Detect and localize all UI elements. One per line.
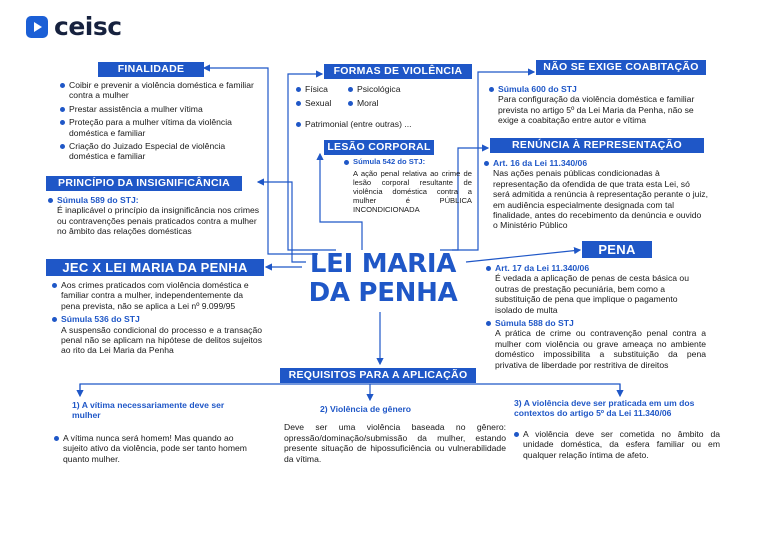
pena-ref-1: Art. 17 da Lei 11.340/06 <box>495 263 590 273</box>
requisito-1-block <box>54 400 254 467</box>
pena-text-2: A prática de crime ou contravenção penal contra a mulher com violência ou grave ameaça no ambiente doméstico impossibilita a substituição da pena privativa de liberdade por restritiva de direitos <box>495 328 706 370</box>
renuncia-block <box>484 158 708 231</box>
brand-name: ceisc <box>54 12 122 41</box>
coabitacao-text: Para configuração da violência doméstica e familiar prevista no artigo 5º da Lei Maria da Penha, não se exige a coabitação entre autor e vítima <box>498 94 695 126</box>
play-icon <box>26 16 48 38</box>
formas-header: FORMAS DE VIOLÊNCIA <box>324 64 472 79</box>
lesao-text: A ação penal relativa ao crime de lesão corporal resultante de violência doméstica contra a mulher é PÚBLICA INCONDICIONADA <box>353 169 472 214</box>
requisitos-header: REQUISITOS PARA A APLICAÇÃO <box>280 368 476 383</box>
formas-item: Psicológica <box>348 84 458 94</box>
formas-block <box>296 84 476 132</box>
requisito-3-block <box>514 398 722 463</box>
insignificancia-text: É inaplicável o princípio da insignificância nos crimes ou contravenções penais praticados contra a mulher no âmbito das relações domésticas <box>57 205 260 237</box>
requisito-3-text: A violência deve ser cometida no âmbito da unidade doméstica, da esfera familiar ou em qualquer relação íntima de afeto. <box>514 429 722 460</box>
finalidade-header: FINALIDADE <box>98 62 204 77</box>
requisito-1-text: A vítima nunca será homem! Mas quando ao sujeito ativo da violência, pode ser tanto homem quanto mulher. <box>54 433 254 464</box>
pena-ref-2: Súmula 588 do STJ <box>495 318 574 329</box>
requisito-3-title: 3) A violência deve ser praticada em um dos contextos do artigo 5º da Lei 11.340/06 <box>514 398 695 419</box>
finalidade-item: Criação do Juizado Especial de violência doméstica e familiar <box>60 141 264 162</box>
jec-block <box>52 280 262 356</box>
jec-header: JEC X LEI MARIA DA PENHA <box>46 259 264 276</box>
formas-item: Física <box>296 84 348 94</box>
coabitacao-block <box>489 84 701 126</box>
renuncia-ref: Art. 16 da Lei 11.340/06 <box>493 158 588 168</box>
jec-ref: Súmula 536 do STJ <box>61 314 140 325</box>
requisito-2-block <box>284 404 506 464</box>
formas-item: Patrimonial (entre outras) ... <box>296 119 458 129</box>
finalidade-block <box>60 80 264 165</box>
finalidade-item: Coibir e prevenir a violência doméstica e familiar contra a mulher <box>60 80 264 101</box>
renuncia-header: RENÚNCIA À REPRESENTAÇÃO <box>490 138 704 153</box>
brand-logo[interactable] <box>26 14 122 39</box>
title-line-1: LEI MARIA <box>309 249 457 279</box>
connector-pena <box>466 250 580 262</box>
coabitacao-ref: Súmula 600 do STJ <box>498 84 577 94</box>
insignificancia-ref: Súmula 589 do STJ: <box>57 195 139 205</box>
pena-header: PENA <box>582 241 652 258</box>
requisito-2-title: 2) Violência de gênero <box>320 404 412 414</box>
jec-text: A suspensão condicional do processo e a transação penal não se aplicam na hipótese de delitos sujeitos ao rito da Lei Maria da Penha <box>61 324 262 356</box>
jec-item: Aos crimes praticados com violência doméstica e familiar contra a mulher, independentemente da pena prevista, não se aplica a Lei nº 9.099/95 <box>52 280 262 311</box>
requisito-1-title: 1) A vítima necessariamente deve ser mulher <box>72 400 225 421</box>
lesao-block <box>344 157 472 214</box>
title-line-2: DA PENHA <box>308 278 458 308</box>
insignificancia-block <box>48 195 262 237</box>
formas-item: Moral <box>348 98 458 108</box>
formas-item: Sexual <box>296 98 348 108</box>
lesao-header: LESÃO CORPORAL <box>324 140 434 155</box>
pena-block <box>486 263 706 370</box>
requisito-2-text: Deve ser uma violência baseada no gênero: opressão/dominação/submissão da mulher, estando presente situação de hipossuficiência ou vulnerabilidade da vítima. <box>284 422 506 464</box>
page-title <box>298 250 468 308</box>
pena-text-1: É vedada a aplicação de penas de cesta básica ou outras de prestação pecuniária, bem como a substituição de pena que implique o pagamento isolado de multa <box>495 273 689 315</box>
connector-requisitos-branches <box>80 384 620 390</box>
insignificancia-header: PRINCÍPIO DA INSIGNIFICÂNCIA <box>46 176 242 191</box>
finalidade-item: Prestar assistência a mulher vítima <box>60 104 264 114</box>
coabitacao-header: NÃO SE EXIGE COABITAÇÃO <box>536 60 706 75</box>
finalidade-item: Proteção para a mulher vítima da violência doméstica e familiar <box>60 117 264 138</box>
lesao-ref: Súmula 542 do STJ: <box>353 157 426 166</box>
renuncia-text: Nas ações penais públicas condicionadas à representação da ofendida de que trata esta Lei, só será admitida a renúncia à representação perante o juiz, em audiência especialmente designada com tal finalidade, antes do recebimento da denúncia e ouvido o Ministério Público <box>493 168 708 231</box>
